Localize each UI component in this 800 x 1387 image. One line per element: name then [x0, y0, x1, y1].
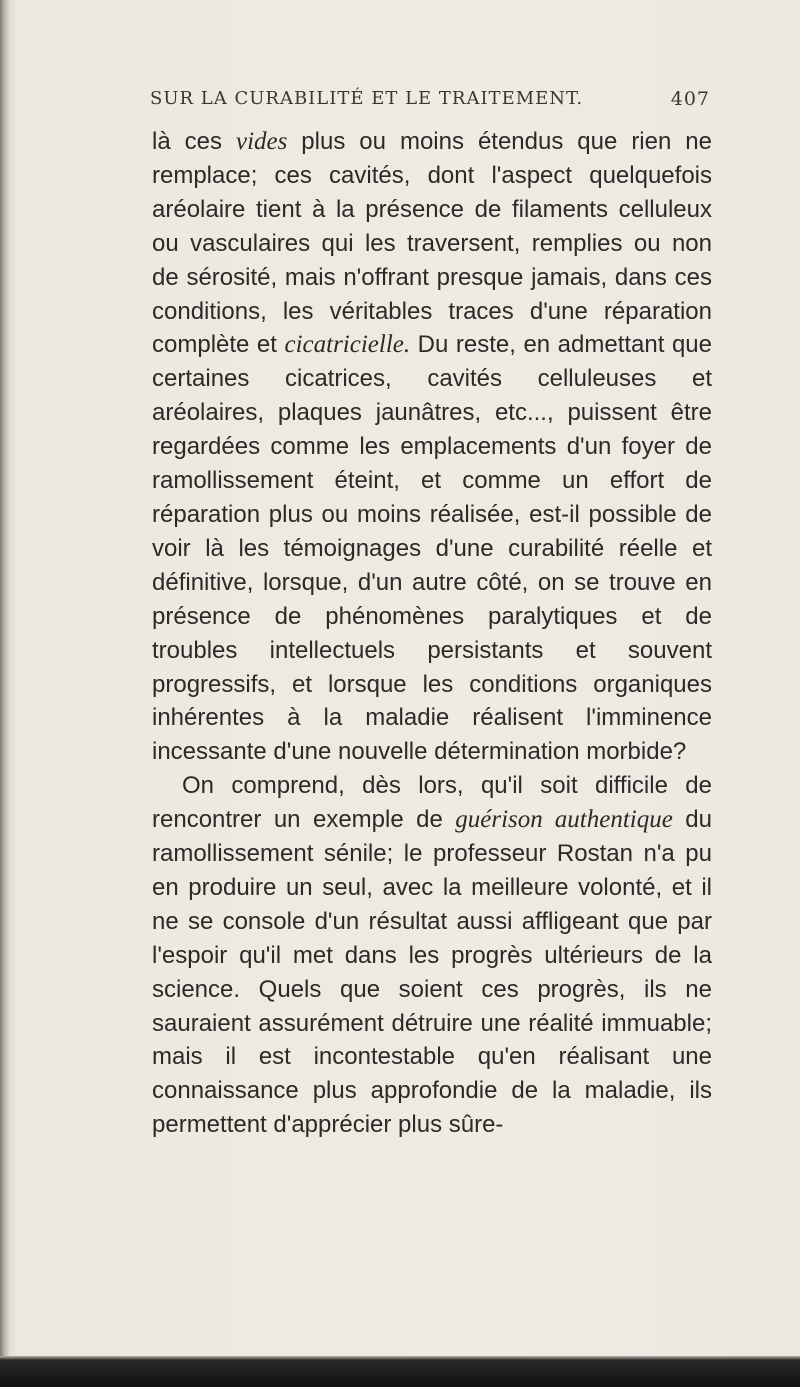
paragraph-2	[152, 769, 712, 1142]
paragraph-2-text: On comprend, dès lors, qu'il soit difficile de rencontrer un exemple de	[152, 772, 712, 834]
running-head	[150, 88, 710, 114]
running-title: SUR LA CURABILITÉ ET LE TRAITEMENT.	[150, 88, 584, 109]
paragraph-1	[152, 125, 712, 769]
paragraph-1-text: Du reste, en admettant que certaines cicatrices, cavités celluleuses et aréolaires, plaques jaunâtres, etc..., puissent être regardées comme les emplacements d'un foyer de ramollissement éteint, et comme un effort de réparation plus ou moins réalisée, est-il possible de voir là les témoignages d'une curabilité réelle et définitive, lorsque, d'un autre côté, on se trouve en présence de phénomènes paralytiques et de troubles intellectuels persistants et souvent progressifs, et lorsque les conditions organiques inhérentes à la maladie réalisent l'imminence incessante d'une nouvelle détermination morbide?	[152, 331, 713, 766]
italic-vides: vides	[235, 128, 288, 155]
paragraph-1-text: plus ou moins étendus que rien ne remplace; ces cavités, dont l'aspect quelquefois aréolaire tient à la présence de filaments celluleux ou vasculaires qui les traversent, remplies ou non de sérosité, mais n'offrant presque jamais, dans ces conditions, les véritables traces d'une réparation complète et	[152, 128, 712, 359]
italic-cicatricielle: cicatricielle.	[284, 331, 411, 359]
paragraph-2-text: du ramollissement sénile; le professeur Rostan n'a pu en produire un seul, avec la meilleure volonté, et il ne se console d'un résultat aussi affligeant que par l'espoir qu'il met dans les progrès ultérieurs de la science. Quels que soient ces progrès, ils ne sauraient assurément détruire une réalité immuable; mais il est incontestable qu'en réalisant une connaissance plus approfondie de la maladie, ils permettent d'apprécier plus sûre-	[152, 806, 712, 1139]
binding-edge	[0, 0, 10, 1387]
body-text	[152, 125, 712, 1142]
scan-bottom-edge	[0, 1356, 800, 1387]
page-number: 407	[670, 88, 710, 110]
paragraph-1-text: là ces	[152, 128, 236, 155]
italic-guerison-authentique: guérison authentique	[455, 806, 673, 834]
